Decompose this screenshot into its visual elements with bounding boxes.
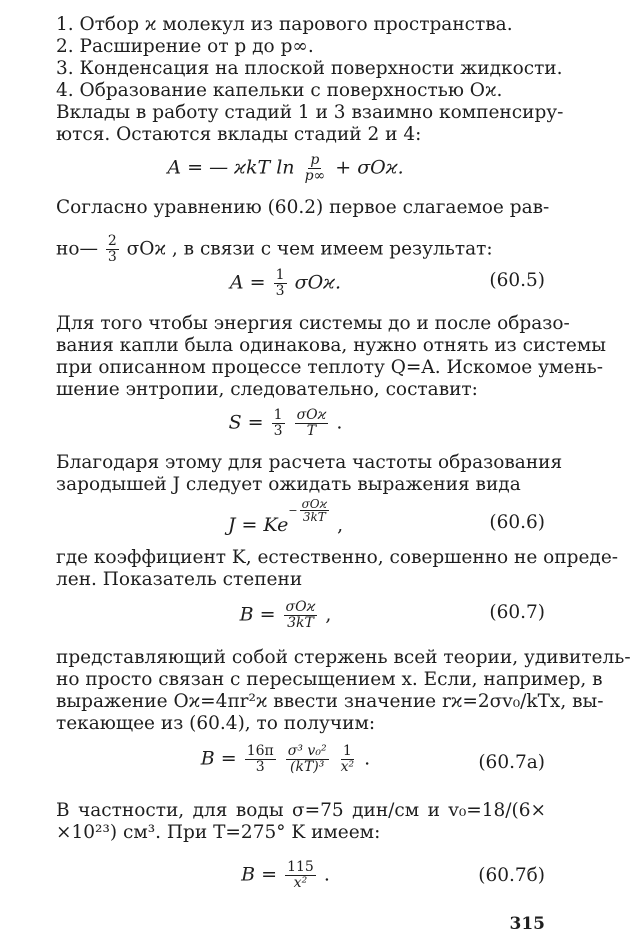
paragraph-line: лен. Показатель степени [56,569,303,590]
paragraph-line: Согласно уравнению (60.2) первое слагаемое рав- [56,197,550,218]
equation-number: (60.7) [489,602,545,623]
fraction: $\frac{1}{3}$ [275,267,285,299]
paragraph-line: текающее из (60.4), то получим: [56,713,376,734]
paragraph-line: зародышей J следует ожидать выражения вида [56,474,521,495]
list-item-3: 3. Конденсация на плоской поверхности жидкости. [56,58,563,79]
equation-number: (60.7б) [478,865,545,886]
paragraph-line: Благодаря этому для расчета частоты образования [56,452,563,473]
fraction: $\frac{1}{\text{x²}}$ [340,743,355,775]
formula-entropy: S = $\frac{1}{3}$ $\frac{\text{σOϰ}}{T}$ . [228,407,343,439]
fraction: $\frac{2}{3}$ [107,233,117,265]
equation-number: (60.6) [489,512,545,533]
paragraph-line: В частности, для воды σ=75 дин/см и v₀=18/(6× [56,800,546,821]
equation-number: (60.7а) [478,752,545,773]
formula-text: + σOϰ. [335,156,404,179]
page-number: 315 [509,914,545,934]
fraction: $\frac{p}{p\infty}$ [304,152,326,184]
paragraph-line: представляющий собой стержень всей теории, удивитель- [56,647,631,668]
paragraph-line: ×10²³) см³. При T=275° K имеем: [56,822,381,843]
paragraph-line: но просто связан с пересыщением x. Если, например, в [56,669,603,690]
paragraph-line: где коэффициент K, естественно, совершенно не опреде- [56,547,619,568]
paragraph-line: при описанном процессе теплоту Q=A. Искомое умень- [56,357,603,378]
formula-work [0,153,571,184]
fraction: $\frac{16\pi}{3}$ [246,743,274,775]
paragraph-line: вания капли была одинакова, нужно отнять из системы [56,335,606,356]
formula-60-5: A = $\frac{1}{3}$ σOϰ. [229,267,342,299]
list-item-4: 4. Образование капельки с поверхностью Oϰ. [56,80,503,101]
formula-60-7: B = $\frac{\text{σOϰ}}{3kT}$ , [239,599,332,631]
paragraph-line: Для того чтобы энергия системы до и после образо- [56,313,570,334]
fraction: $\frac{1}{3}$ [273,407,283,439]
formula-60-6: $J = Ke^{- \frac{\text{σOϰ}}{3kT}}$ , [227,497,344,536]
list-item-2: 2. Расширение от p до p∞. [56,36,314,57]
fraction: $\frac{\text{σOϰ}}{3kT}$ [285,599,316,631]
paragraph-line: Вклады в работу стадий 1 и 3 взаимно компенсиру- [56,102,564,123]
fraction: $\frac{\text{σ³ v₀²}}{\text{(kT)³}}$ [287,743,327,775]
formula-60-7b: B = $\frac{115}{\text{x²}}$ . [241,859,330,891]
equation-number: (60.5) [489,270,545,291]
formula-text: A = — ϰkT ln [167,156,295,179]
paragraph-line: но— $\frac{2}{3}$ σOϰ , в связи с чем имеем результат: [56,233,493,265]
paragraph-line: ются. Остаются вклады стадий 2 и 4: [56,124,422,145]
paragraph-line: шение энтропии, следовательно, составит: [56,379,478,400]
fraction: $\frac{\text{σOϰ}}{3kT}$ [301,497,328,524]
formula-60-7a: B = $\frac{16\pi}{3}$ $\frac{\text{σ³ v₀²}}{\text{(kT)³}}$ $\frac{1}{\text{x²}}$ . [200,743,371,775]
fraction: $\frac{115}{\text{x²}}$ [287,859,314,891]
paragraph-line: выражение Oϰ=4πr²ϰ ввести значение rϰ=2σv₀/kTx, вы- [56,691,604,712]
fraction: $\frac{\text{σOϰ}}{T}$ [296,407,327,439]
list-item-1: 1. Отбор ϰ молекул из парового пространства. [56,14,513,35]
